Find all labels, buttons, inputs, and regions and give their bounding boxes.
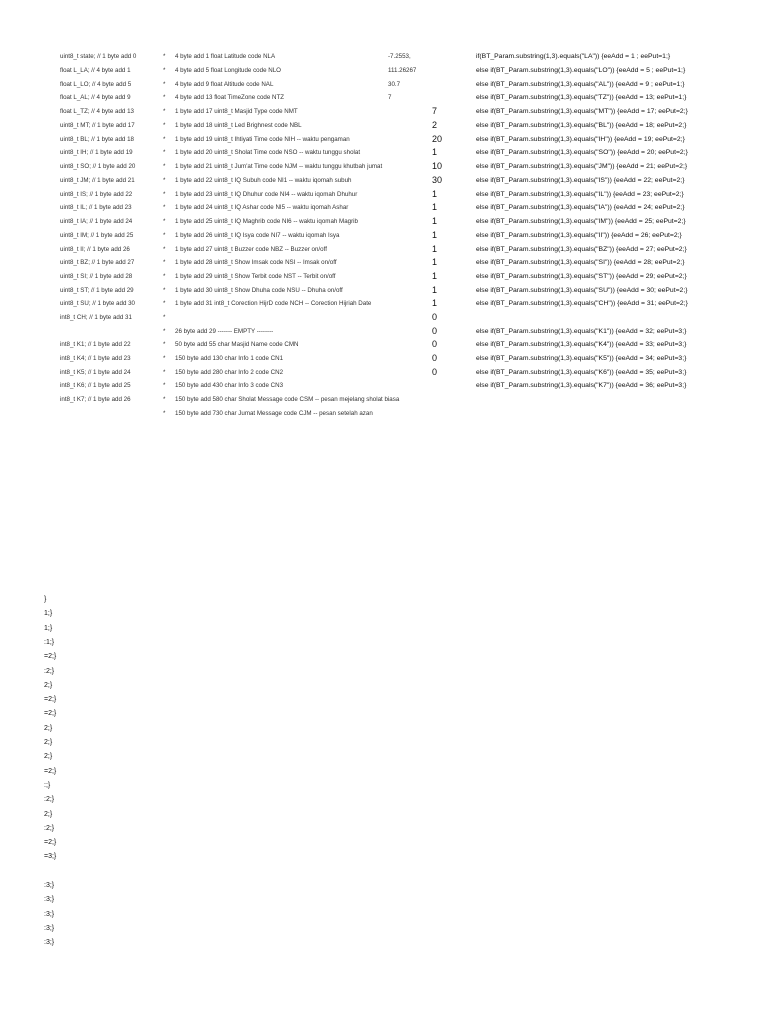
variable-declaration: float L_AL; // 4 byte add 9 — [60, 94, 131, 101]
table-row — [0, 393, 768, 406]
table-row — [0, 188, 768, 201]
field-value: 30.7 — [388, 81, 401, 88]
field-definition: 150 byte add 130 char Info 1 code CN1 — [175, 355, 284, 362]
code-fragment: :3;} — [44, 924, 55, 932]
field-definition: 4 byte add 1 float Latitude code NLA — [175, 53, 276, 60]
table-row — [0, 201, 768, 214]
code-statement: else if(BT_Param.substring(1,3).equals("BZ")) {eeAdd = 27; eePut=2;} — [476, 246, 687, 253]
field-definition: 4 byte add 5 float Longitude code NLO — [175, 67, 281, 74]
numeric-value: 0 — [432, 339, 438, 349]
code-statement: else if(BT_Param.substring(1,3).equals("CH")) {eeAdd = 31; eePut=2;} — [476, 300, 688, 307]
field-definition: 26 byte add 29 ------- EMPTY -------- — [175, 328, 274, 335]
bullet-marker: * — [163, 81, 166, 88]
bullet-marker: * — [163, 369, 166, 376]
bullet-marker: * — [163, 53, 166, 60]
field-definition: 1 byte add 26 uint8_t IQ Isya code NI7 -- waktu iqomah Isya — [175, 232, 340, 239]
field-definition: 1 byte add 24 uint8_t IQ Ashar code NI5 -- waktu iqomah Ashar — [175, 204, 349, 211]
bullet-marker: * — [163, 273, 166, 280]
code-statement: else if(BT_Param.substring(1,3).equals("JM")) {eeAdd = 21; eePut=2;} — [476, 163, 688, 170]
table-row — [0, 325, 768, 338]
variable-declaration: uint8_t IA; // 1 byte add 24 — [60, 218, 133, 225]
variable-declaration: float L_TZ; // 4 byte add 13 — [60, 108, 134, 115]
variable-declaration: int8_t K7; // 1 byte add 26 — [60, 396, 131, 403]
bullet-marker: * — [163, 382, 166, 389]
field-definition: 1 byte add 31 int8_t Corection HijrD code NCH -- Corection Hijriah Date — [175, 300, 372, 307]
code-fragment: :3;} — [44, 896, 55, 904]
bullet-marker: * — [163, 136, 166, 143]
field-definition: 1 byte add 23 uint8_t IQ Dhuhur code NI4 -- waktu iqomah Dhuhur — [175, 191, 358, 198]
bullet-marker: * — [163, 122, 166, 129]
code-fragment: :2;} — [44, 667, 55, 675]
field-definition: 150 byte add 580 char Sholat Message code CSM -- pesan mejelang sholat biasa — [175, 396, 400, 403]
field-definition: 1 byte add 17 uint8_t Masjid Type code NMT — [175, 108, 298, 115]
code-fragment: 2;} — [44, 753, 53, 761]
numeric-value: 1 — [432, 257, 438, 267]
bullet-marker: * — [163, 149, 166, 156]
bullet-marker: * — [163, 355, 166, 362]
numeric-value: 1 — [432, 298, 438, 308]
variable-declaration: uint8_t state; // 1 byte add 0 — [60, 53, 137, 60]
field-definition: 1 byte add 27 uint8_t Buzzer code NBZ -- Buzzer on/off — [175, 246, 327, 253]
table-row — [0, 78, 768, 91]
field-definition: 50 byte add 55 char Masjid Name code CMN — [175, 341, 299, 348]
field-definition: 4 byte add 9 float Altitude code NAL — [175, 81, 274, 88]
variable-declaration: float L_LA; // 4 byte add 1 — [60, 67, 131, 74]
numeric-value: 0 — [432, 367, 438, 377]
variable-declaration: uint8_t II; // 1 byte add 26 — [60, 246, 130, 253]
table-row — [0, 297, 768, 310]
table-row — [0, 229, 768, 242]
bullet-marker: * — [163, 410, 166, 417]
code-fragment: =2;} — [44, 767, 57, 775]
code-statement: else if(BT_Param.substring(1,3).equals("ST")) {eeAdd = 29; eePut=2;} — [476, 273, 687, 280]
code-fragment: 1;} — [44, 624, 53, 632]
bullet-marker: * — [163, 341, 166, 348]
variable-declaration: uint8_t BZ; // 1 byte add 27 — [60, 259, 135, 266]
code-fragment: :2;} — [44, 824, 55, 832]
table-row — [0, 215, 768, 228]
table-row — [0, 174, 768, 187]
variable-declaration: int8_t K6; // 1 byte add 25 — [60, 382, 131, 389]
code-statement: else if(BT_Param.substring(1,3).equals("K1")) {eeAdd = 32; eePut=3;} — [476, 328, 687, 335]
bullet-marker: * — [163, 218, 166, 225]
numeric-value: 30 — [432, 175, 443, 185]
code-statement: else if(BT_Param.substring(1,3).equals("K7")) {eeAdd = 36; eePut=3;} — [476, 382, 687, 389]
table-row — [0, 64, 768, 77]
bullet-marker: * — [163, 287, 166, 294]
code-statement: else if(BT_Param.substring(1,3).equals("SO")) {eeAdd = 20; eePut=2;} — [476, 149, 688, 156]
bullet-marker: * — [163, 177, 166, 184]
field-definition: 1 byte add 25 uint8_t IQ Maghrib code NI6 -- waktu iqomah Magrib — [175, 218, 358, 225]
bullet-marker: * — [163, 246, 166, 253]
code-fragment: :1;} — [44, 638, 55, 646]
bullet-marker: * — [163, 314, 166, 321]
table-row — [0, 256, 768, 269]
code-fragment: =3;} — [44, 853, 57, 861]
field-definition: 1 byte add 28 uint8_t Show Imsak code NSI -- Imsak on/off — [175, 259, 337, 266]
numeric-value: 0 — [432, 312, 438, 322]
code-fragment: :3;} — [44, 939, 55, 947]
code-fragment: :3;} — [44, 882, 55, 889]
table-row — [0, 270, 768, 283]
code-fragment: =2;} — [44, 696, 57, 704]
bullet-marker: * — [163, 94, 166, 101]
table-row — [0, 407, 768, 420]
code-statement: else if(BT_Param.substring(1,3).equals("IA")) {eeAdd = 24; eePut=2;} — [476, 204, 685, 211]
code-fragment: :2;} — [44, 796, 55, 804]
bullet-marker: * — [163, 163, 166, 170]
bullet-marker: * — [163, 300, 166, 307]
numeric-value: 1 — [432, 189, 438, 199]
variable-declaration: uint8_t IL; // 1 byte add 23 — [60, 204, 132, 211]
code-statement: else if(BT_Param.substring(1,3).equals("BL")) {eeAdd = 18; eePut=2;} — [476, 122, 687, 129]
code-statement: else if(BT_Param.substring(1,3).equals("IL")) {eeAdd = 23; eePut=2;} — [476, 191, 684, 198]
numeric-value: 10 — [432, 161, 443, 171]
variable-declaration: uint8_t MT; // 1 byte add 17 — [60, 122, 135, 129]
variable-declaration: uint8_t SI; // 1 byte add 28 — [60, 273, 133, 280]
numeric-value: 1 — [432, 230, 438, 240]
variable-declaration: uint8_t IH; // 1 byte add 19 — [60, 149, 133, 156]
field-value: 111.26267 — [388, 67, 417, 74]
code-statement: else if(BT_Param.substring(1,3).equals("II")) {eeAdd = 26; eePut=2;} — [476, 232, 682, 239]
field-definition: 1 byte add 21 uint8_t Jum'at Time code NJM -- waktu tunggu khutbah jumat — [175, 163, 383, 170]
table-row — [0, 379, 768, 392]
table-row — [0, 91, 768, 104]
code-fragment: =2;} — [44, 710, 57, 718]
numeric-value: 0 — [432, 326, 438, 336]
numeric-value: 1 — [432, 271, 438, 281]
numeric-value: 1 — [432, 285, 438, 295]
numeric-value: 2 — [432, 120, 438, 130]
code-fragment: =2;} — [44, 839, 57, 847]
code-fragment: :;} — [44, 781, 51, 789]
bullet-marker: * — [163, 328, 166, 335]
code-statement: else if(BT_Param.substring(1,3).equals("SU")) {eeAdd = 30; eePut=2;} — [476, 287, 688, 294]
numeric-value: 0 — [432, 353, 438, 363]
field-definition: 1 byte add 22 uint8_t IQ Subuh code NI1 -- waktu iqomah subuh — [175, 177, 352, 184]
table-row — [0, 366, 768, 379]
variable-declaration: int8_t K4; // 1 byte add 23 — [60, 355, 131, 362]
numeric-value: 1 — [432, 216, 438, 226]
table-row — [0, 352, 768, 365]
code-fragment: =2;} — [44, 653, 57, 661]
code-statement: else if(BT_Param.substring(1,3).equals("LO")) {eeAdd = 5 ; eePut=1;} — [476, 67, 686, 74]
bullet-marker: * — [163, 259, 166, 266]
field-definition: 1 byte add 20 uint8_t Sholat Time code NSO -- waktu tunggu sholat — [175, 149, 361, 156]
numeric-value: 1 — [432, 147, 438, 157]
numeric-value: 1 — [432, 244, 438, 254]
numeric-value: 20 — [432, 134, 443, 144]
bullet-marker: * — [163, 204, 166, 211]
table-row — [0, 133, 768, 146]
field-definition: 1 byte add 18 uint8_t Led Brighnest code NBL — [175, 122, 302, 129]
variable-declaration: uint8_t SU; // 1 byte add 30 — [60, 300, 135, 307]
code-statement: else if(BT_Param.substring(1,3).equals("SI")) {eeAdd = 28; eePut=2;} — [476, 259, 685, 266]
numeric-value: 7 — [432, 106, 438, 116]
numeric-value: 1 — [432, 202, 438, 212]
variable-declaration: uint8_t BL; // 1 byte add 18 — [60, 136, 134, 143]
code-statement: else if(BT_Param.substring(1,3).equals("AL")) {eeAdd = 9 ; eePut=1;} — [476, 81, 685, 88]
variable-declaration: int8_t CH; // 1 byte add 31 — [60, 314, 132, 321]
variable-declaration: uint8_t IM; // 1 byte add 25 — [60, 232, 134, 239]
field-definition: 1 byte add 29 uint8_t Show Terbit code NST -- Terbit on/off — [175, 273, 336, 280]
table-row — [0, 146, 768, 159]
table-row — [0, 105, 768, 118]
table-row — [0, 338, 768, 351]
code-statement: else if(BT_Param.substring(1,3).equals("K6")) {eeAdd = 35; eePut=3;} — [476, 369, 687, 376]
table-row — [0, 160, 768, 173]
code-statement: else if(BT_Param.substring(1,3).equals("IS")) {eeAdd = 22; eePut=2;} — [476, 177, 685, 184]
bullet-marker: * — [163, 191, 166, 198]
code-fragment: :3;} — [44, 910, 55, 918]
field-definition: 150 byte add 280 char Info 2 code CN2 — [175, 369, 284, 376]
variable-declaration: uint8_t ST; // 1 byte add 29 — [60, 287, 134, 294]
table-row — [0, 311, 768, 324]
bullet-marker: * — [163, 396, 166, 403]
variable-declaration: uint8_t SO; // 1 byte add 20 — [60, 163, 136, 170]
bullet-marker: * — [163, 232, 166, 239]
variable-declaration: int8_t K5; // 1 byte add 24 — [60, 369, 131, 376]
field-definition: 4 byte add 13 float TimeZone code NTZ — [175, 94, 285, 101]
code-fragment: 2;} — [44, 739, 53, 746]
code-statement: else if(BT_Param.substring(1,3).equals("K5")) {eeAdd = 34; eePut=3;} — [476, 355, 687, 362]
field-definition: 1 byte add 30 uint8_t Show Dhuha code NSU -- Dhuha on/off — [175, 287, 343, 294]
variable-declaration: int8_t K1; // 1 byte add 22 — [60, 341, 131, 348]
code-fragment: 2;} — [44, 681, 53, 689]
code-fragment: 1;} — [44, 610, 53, 618]
code-fragment: 2;} — [44, 724, 53, 732]
field-value: -7.2553, — [388, 53, 411, 60]
variable-declaration: uint8_t JM; // 1 byte add 21 — [60, 177, 135, 184]
table-row — [0, 119, 768, 132]
table-row — [0, 243, 768, 256]
code-statement: else if(BT_Param.substring(1,3).equals("IH")) {eeAdd = 19; eePut=2;} — [476, 136, 685, 143]
variable-declaration: float L_LO; // 4 byte add 5 — [60, 81, 132, 88]
table-row — [0, 50, 768, 63]
field-definition: 1 byte add 19 uint8_t Ihtiyati Time code NIH -- waktu pengaman — [175, 136, 350, 143]
bullet-marker: * — [163, 67, 166, 74]
code-statement: else if(BT_Param.substring(1,3).equals("K4")) {eeAdd = 33; eePut=3;} — [476, 341, 687, 348]
bullet-marker: * — [163, 108, 166, 115]
code-statement: else if(BT_Param.substring(1,3).equals("TZ")) {eeAdd = 13; eePut=1;} — [476, 94, 687, 101]
code-statement: else if(BT_Param.substring(1,3).equals("MT")) {eeAdd = 17; eePut=2;} — [476, 108, 688, 115]
field-definition: 150 byte add 430 char Info 3 code CN3 — [175, 382, 284, 389]
field-value: 7 — [388, 94, 392, 101]
variable-declaration: uint8_t IS; // 1 byte add 22 — [60, 191, 133, 198]
field-definition: 150 byte add 730 char Jumat Message code CJM -- pesan setelah azan — [175, 410, 373, 417]
table-row — [0, 284, 768, 297]
code-statement: else if(BT_Param.substring(1,3).equals("IM")) {eeAdd = 25; eePut=2;} — [476, 218, 686, 225]
code-fragment: 2;} — [44, 810, 53, 818]
code-statement: if(BT_Param.substring(1,3).equals("LA")) {eeAdd = 1 ; eePut=1;} — [476, 53, 671, 60]
code-fragment: } — [44, 596, 47, 603]
